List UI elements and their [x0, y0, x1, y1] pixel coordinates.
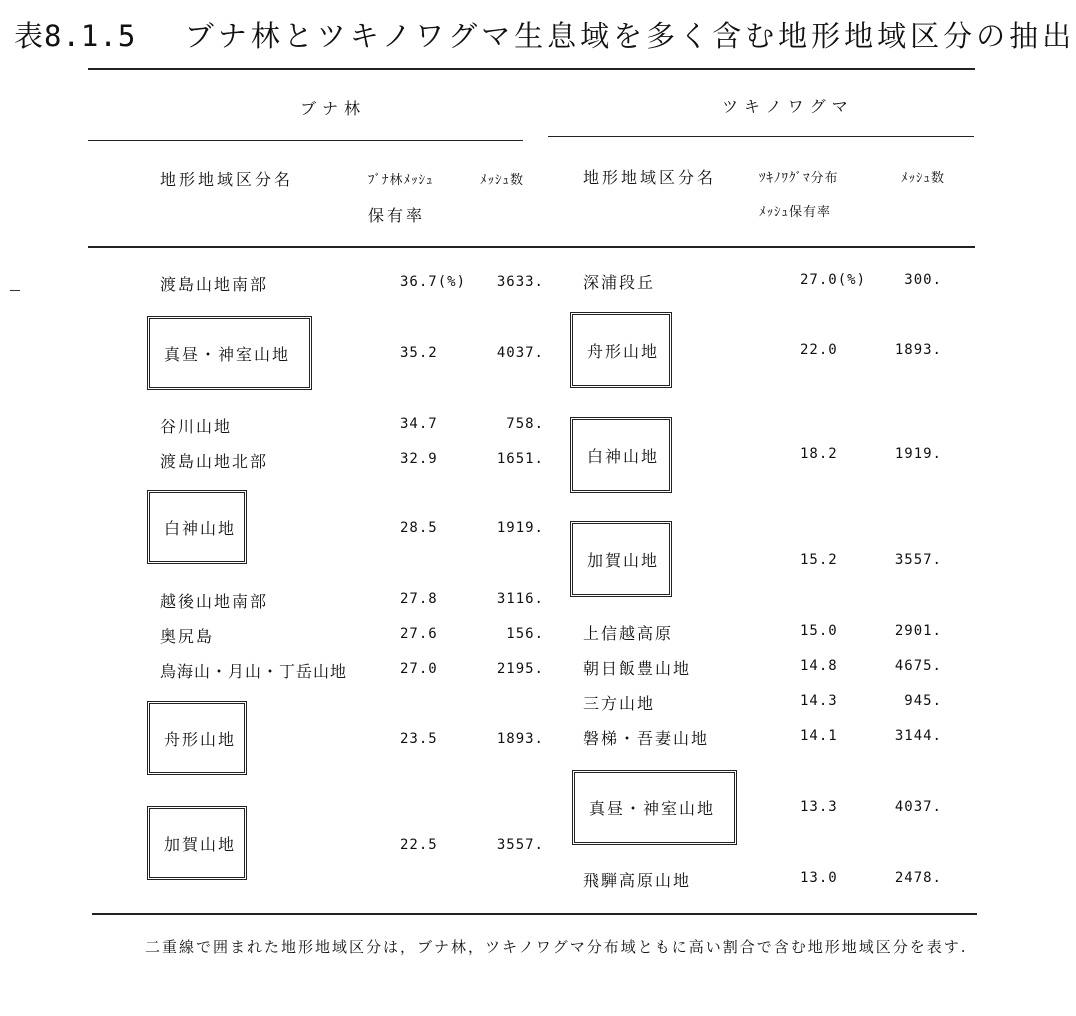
beech-row-3-rate: 32.9: [400, 451, 438, 467]
beech-row-4-rate: 28.5: [400, 520, 438, 536]
bear-row-0-count: 300.: [904, 272, 942, 288]
beech-row-0-count: 3633.: [496, 274, 544, 290]
beech-row-4-count: 1919.: [496, 520, 544, 536]
beech-row-1-boxed-name: 真昼・神室山地: [147, 316, 312, 390]
bear-row-0-name: 深浦段丘: [583, 273, 656, 292]
bear-row-9-rate: 13.0: [800, 870, 838, 886]
bear-row-2-boxed-name: 白神山地: [570, 417, 672, 493]
beech-row-5-rate: 27.8: [400, 591, 438, 607]
beech-row-2-rate: 34.7: [400, 416, 438, 432]
beech-row-0-name: 渡島山地南部: [160, 275, 269, 294]
bear-row-5-count: 4675.: [894, 658, 942, 674]
beech-row-6-rate: 27.6: [400, 626, 438, 642]
footnote: 二重線で囲まれた地形地域区分は，ブナ林，ツキノワグマ分布域ともに高い割合で含む地形地域区分を表す.: [145, 938, 968, 956]
bear-row-5-name: 朝日飯豊山地: [583, 659, 692, 678]
beech-row-8-rate: 23.5: [400, 731, 438, 747]
beech-row-2-name: 谷川山地: [160, 417, 233, 436]
beech-row-0-rate: 36.7(%): [400, 274, 467, 290]
beech-row-6-name: 奥尻島: [160, 627, 215, 646]
bear-row-8-rate: 13.3: [800, 799, 838, 815]
section-rule-right: [548, 136, 974, 137]
bear-row-3-boxed-name: 加賀山地: [570, 521, 672, 597]
beech-row-6-count: 156.: [506, 626, 544, 642]
beech-row-7-rate: 27.0: [400, 661, 438, 677]
section-rule-left: [88, 140, 523, 141]
beech-row-7-name: 鳥海山・月山・丁岳山地: [160, 662, 348, 681]
bear-row-7-rate: 14.1: [800, 728, 838, 744]
margin-tick: [10, 290, 20, 291]
beech-row-1-count: 4037.: [496, 345, 544, 361]
beech-row-5-count: 3116.: [496, 591, 544, 607]
table-title-text: ブナ林とツキノワグマ生息域を多く含む地形地域区分の抽出: [184, 19, 1076, 53]
beech-col-rate-line1: ﾌﾞﾅ林ﾒｯｼｭ: [368, 173, 434, 188]
bear-row-4-name: 上信越高原: [583, 624, 674, 643]
beech-row-4-boxed-name: 白神山地: [147, 490, 247, 564]
beech-row-8-count: 1893.: [496, 731, 544, 747]
beech-row-1-rate: 35.2: [400, 345, 438, 361]
header-bottom-rule: [88, 246, 975, 248]
bear-row-3-rate: 15.2: [800, 552, 838, 568]
bear-row-9-count: 2478.: [894, 870, 942, 886]
bear-col-name: 地形地域区分名: [583, 168, 717, 187]
beech-row-9-count: 3557.: [496, 837, 544, 853]
bottom-rule: [92, 913, 977, 915]
bear-row-1-rate: 22.0: [800, 342, 838, 358]
table-number: 表8.1.5: [14, 19, 137, 53]
bear-row-7-count: 3144.: [894, 728, 942, 744]
bear-row-6-rate: 14.3: [800, 693, 838, 709]
bear-row-8-count: 4037.: [894, 799, 942, 815]
beech-col-name: 地形地域区分名: [160, 170, 294, 189]
bear-row-8-boxed-name: 真昼・神室山地: [572, 770, 737, 845]
top-rule: [88, 68, 975, 70]
bear-row-1-count: 1893.: [894, 342, 942, 358]
bear-row-7-name: 磐梯・吾妻山地: [583, 729, 710, 748]
bear-row-6-name: 三方山地: [583, 694, 656, 713]
bear-row-3-count: 3557.: [894, 552, 942, 568]
bear-row-9-name: 飛騨高原山地: [583, 871, 692, 890]
beech-row-2-count: 758.: [506, 416, 544, 432]
beech-section-title: ブナ林: [300, 99, 367, 118]
bear-col-rate-line2: ﾒｯｼｭ保有率: [759, 205, 832, 220]
bear-row-6-count: 945.: [904, 693, 942, 709]
bear-row-1-boxed-name: 舟形山地: [570, 312, 672, 388]
beech-row-7-count: 2195.: [496, 661, 544, 677]
bear-row-4-count: 2901.: [894, 623, 942, 639]
bear-col-count: ﾒｯｼｭ数: [901, 171, 946, 186]
bear-row-5-rate: 14.8: [800, 658, 838, 674]
beech-col-rate-line2: 保有率: [368, 206, 426, 225]
beech-row-9-boxed-name: 加賀山地: [147, 806, 247, 880]
beech-row-9-rate: 22.5: [400, 837, 438, 853]
beech-row-3-name: 渡島山地北部: [160, 452, 269, 471]
bear-section-title: ツキノワグマ: [722, 97, 854, 116]
bear-col-rate-line1: ﾂｷﾉﾜｸﾞﾏ分布: [759, 171, 839, 186]
beech-row-3-count: 1651.: [496, 451, 544, 467]
table-title: [14, 14, 1075, 55]
bear-row-4-rate: 15.0: [800, 623, 838, 639]
bear-row-0-rate: 27.0(%): [800, 272, 867, 288]
beech-col-count: ﾒｯｼｭ数: [480, 173, 525, 188]
beech-row-8-boxed-name: 舟形山地: [147, 701, 247, 775]
bear-row-2-count: 1919.: [894, 446, 942, 462]
beech-row-5-name: 越後山地南部: [160, 592, 269, 611]
bear-row-2-rate: 18.2: [800, 446, 838, 462]
